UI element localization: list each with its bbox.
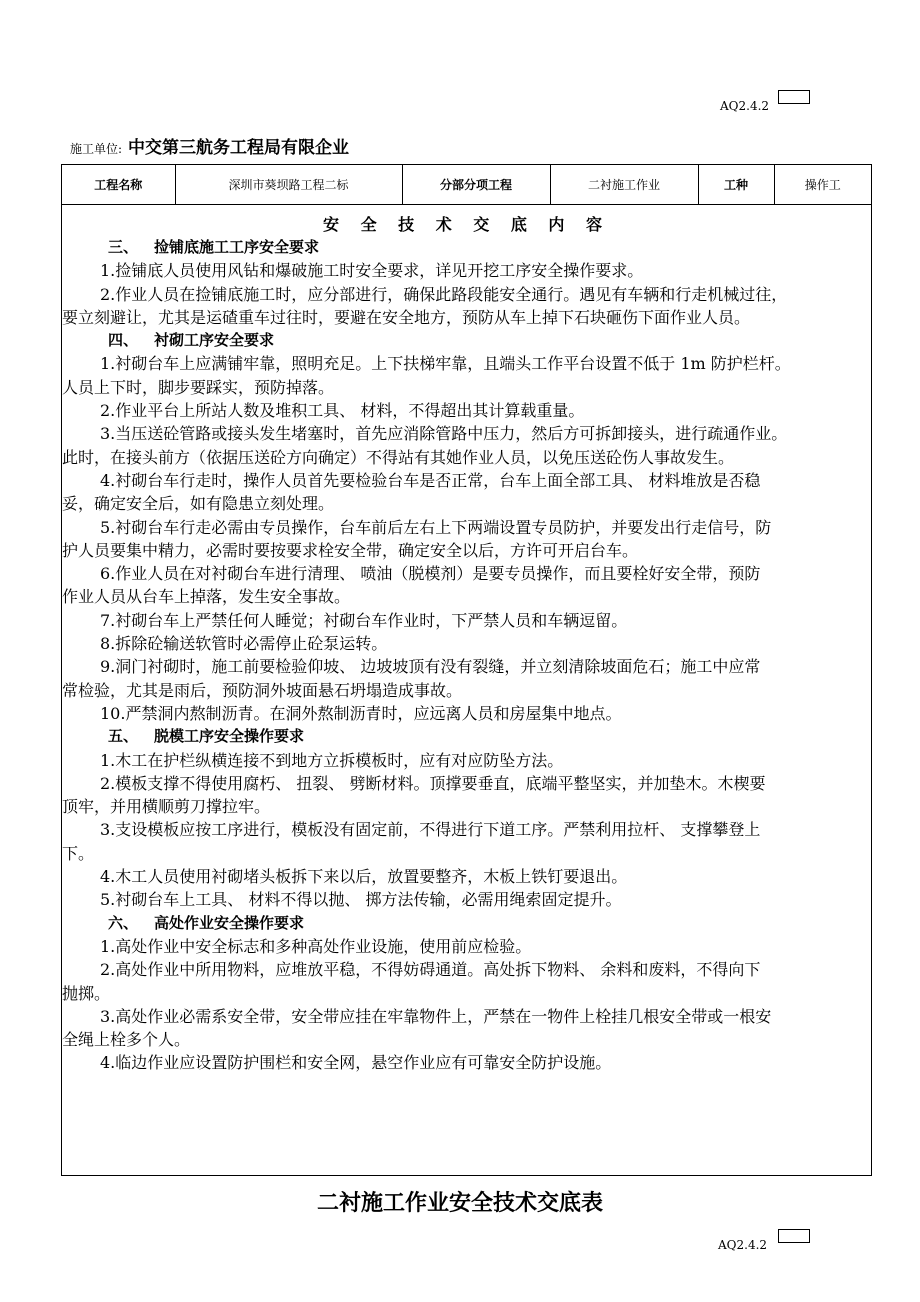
section-heading: 三、 捡铺底施工工序安全要求 — [108, 238, 320, 256]
paragraph-line: 2.高处作业中所用物料，应堆放平稳，不得妨碍通道。高处拆下物料、 余料和废料，不得向下 — [100, 960, 761, 980]
paragraph-line: 3.当压送砼管路或接头发生堵塞时，首先应消除管路中压力，然后方可拆卸接头，进行疏通作业。 — [100, 424, 788, 444]
paragraph-line: 抛掷。 — [62, 983, 111, 1003]
paragraph-line: 5.衬砌台车行走必需由专员操作，台车前后左右上下两端设置专员防护，并要发出行走信号，防 — [100, 517, 772, 537]
paragraph-line: 6.作业人员在对衬砌台车进行清理、 喷油（脱模剂）是要专员操作，而且要栓好安全带，预防 — [100, 564, 761, 584]
paragraph-line: 护人员要集中精力，必需时要按要求栓安全带，确定安全以后，方许可开启台车。 — [62, 540, 639, 560]
project-name-value: 深圳市葵坝路工程二标 — [175, 165, 402, 205]
doc-code-box-top — [778, 90, 810, 104]
paragraph-line: 3.支设模板应按工序进行，模板没有固定前，不得进行下道工序。严禁利用拉杆、 支撑攀登上 — [100, 820, 761, 840]
section-heading: 四、 衬砌工序安全要求 — [108, 331, 275, 350]
paragraph-line: 2.作业人员在捡铺底施工时，应分部进行，确保此路段能安全通行。遇见有车辆和行走机械过往， — [100, 284, 788, 304]
doc-code-box-bottom — [778, 1229, 810, 1243]
paragraph-line: 10.严禁洞内熬制沥青。在洞外熬制沥青时，应远离人员和房屋集中地点。 — [100, 703, 622, 723]
paragraph-line: 8.拆除砼输送软管时必需停止砼泵运转。 — [100, 634, 388, 654]
paragraph-line: 9.洞门衬砌时，施工前要检验仰坡、 边坡坡顶有没有裂缝，并立刻清除坡面危石；施工中应常 — [100, 657, 761, 677]
unit-name: 中交第三航务工程局有限企业 — [128, 138, 350, 158]
section-heading: 六、 高处作业安全操作要求 — [108, 913, 305, 932]
paragraph-line: 顶牢，并用横顺剪刀撑拉牢。 — [62, 797, 271, 817]
header-table — [62, 165, 871, 205]
paragraph-line: 此时，在接头前方（依据压送砼方向确定）不得站有其她作业人员，以免压送砼伤人事故发生。 — [62, 447, 735, 467]
paragraph-line: 3.高处作业必需系安全带，安全带应挂在牢靠物件上，严禁在一物件上栓挂几根安全带或一根安 — [100, 1006, 772, 1026]
paragraph-line: 常检验，尤其是雨后，预防洞外坡面悬石坍塌造成事故。 — [62, 680, 463, 700]
project-name-label: 工程名称 — [62, 165, 175, 205]
paragraph-line: 1.木工在护栏纵横连接不到地方立拆模板时，应有对应防坠方法。 — [100, 750, 564, 770]
paragraph-line: 1.衬砌台车上应满铺牢靠，照明充足。上下扶梯牢靠，且端头工作平台设置不低于 1m 防护栏杆。 — [100, 354, 791, 374]
doc-code-bottom: AQ2.4.2 — [718, 1238, 768, 1252]
subproject-value: 二衬施工作业 — [550, 165, 698, 205]
paragraph-line: 要立刻避让，尤其是运碴重车过往时，要避在安全地方，预防从车上掉下石块砸伤下面作业人员。 — [62, 307, 751, 327]
section-heading: 五、 脱模工序安全操作要求 — [108, 727, 305, 746]
trade-value: 操作工 — [774, 165, 871, 205]
paragraph-line: 2.作业平台上所站人数及堆积工具、 材料，不得超出其计算载重量。 — [100, 401, 585, 421]
paragraph-line: 2.模板支撑不得使用腐朽、 扭裂、 劈断材料。顶撑要垂直，底端平整坚实，并加垫木。木楔要 — [100, 773, 766, 793]
paragraph-line: 1.捡铺底人员使用风钻和爆破施工时安全要求，详见开挖工序安全操作要求。 — [100, 261, 644, 281]
paragraph-line: 5.衬砌台车上工具、 材料不得以抛、 掷方法传输，必需用绳索固定提升。 — [100, 890, 622, 910]
content-body — [62, 236, 874, 1075]
paragraph-line: 1.高处作业中安全标志和多种高处作业设施，使用前应检验。 — [100, 936, 532, 956]
paragraph-line: 下。 — [62, 843, 95, 863]
paragraph-line: 全绳上栓多个人。 — [62, 1030, 191, 1050]
trade-label: 工种 — [698, 165, 774, 205]
doc-code-top: AQ2.4.2 — [720, 99, 770, 113]
document-title: 二衬施工作业安全技术交底表 — [316, 1191, 603, 1216]
construction-unit — [70, 133, 349, 158]
unit-label: 施工单位: — [70, 142, 123, 156]
paragraph-line: 7.衬砌台车上严禁任何人睡觉；衬砌台车作业时，下严禁人员和车辆逗留。 — [100, 610, 628, 630]
content-title: 安 全 技 术 交 底 内 容 — [323, 215, 610, 234]
paragraph-line: 4.临边作业应设置防护围栏和安全网，悬空作业应有可靠安全防护设施。 — [100, 1053, 612, 1073]
paragraph-line: 人员上下时，脚步要踩实，预防掉落。 — [62, 377, 335, 397]
paragraph-line: 4.木工人员使用衬砌堵头板拆下来以后，放置要整齐，木板上铁钉要退出。 — [100, 867, 628, 887]
disclosure-form — [61, 164, 872, 1176]
paragraph-line: 4.衬砌台车行走时，操作人员首先要检验台车是否正常，台车上面全部工具、 材料堆放是否稳 — [100, 470, 761, 490]
paragraph-line: 妥，确定安全后，如有隐患立刻处理。 — [62, 494, 335, 514]
paragraph-line: 作业人员从台车上掉落，发生安全事故。 — [62, 587, 351, 607]
subproject-label: 分部分项工程 — [402, 165, 550, 205]
